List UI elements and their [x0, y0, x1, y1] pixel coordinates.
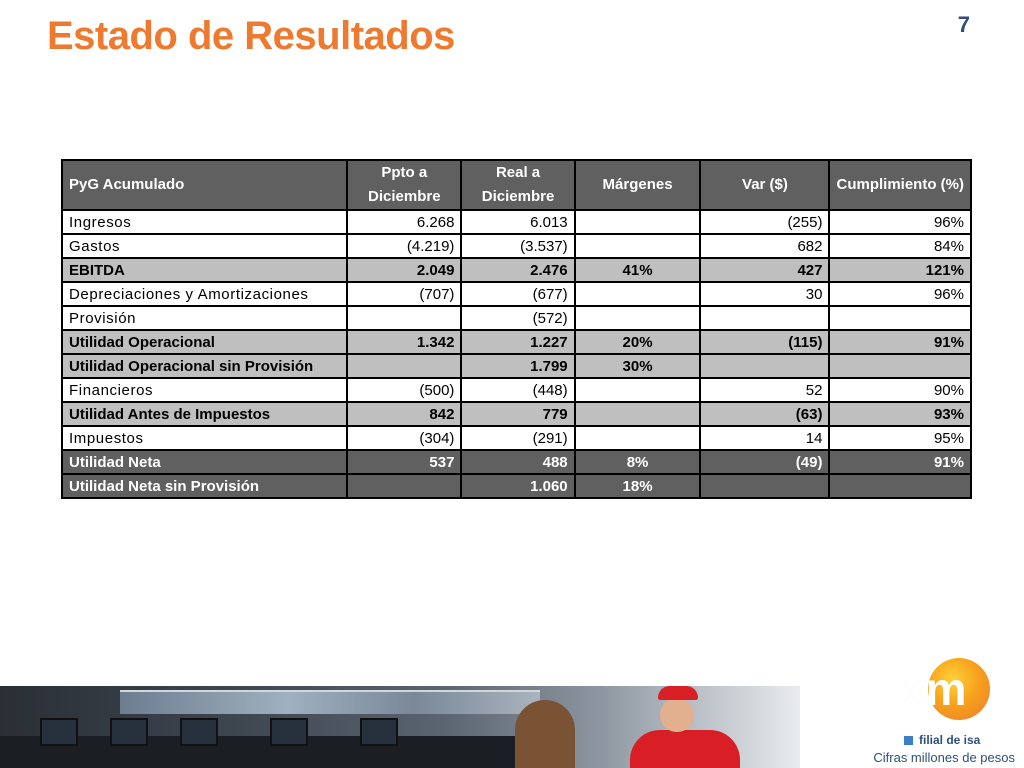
- person-face: [660, 698, 694, 732]
- row-real: 488: [461, 450, 574, 474]
- row-margin: [575, 282, 701, 306]
- row-real: 2.476: [461, 258, 574, 282]
- header-budget-line2: Diciembre: [368, 188, 441, 205]
- header-concept: PyG Acumulado: [62, 160, 347, 210]
- row-compliance: [829, 474, 971, 498]
- monitor: [180, 718, 218, 746]
- monitor: [360, 718, 398, 746]
- row-margin: [575, 378, 701, 402]
- header-variance: Var ($): [700, 160, 829, 210]
- header-compliance: Cumplimiento (%): [829, 160, 971, 210]
- tagline: [904, 733, 980, 747]
- table-row: [62, 330, 971, 354]
- row-label: EBITDA: [62, 258, 347, 282]
- table-row: [62, 306, 971, 330]
- row-label: Gastos: [62, 234, 347, 258]
- row-compliance: 95%: [829, 426, 971, 450]
- row-variance: (49): [700, 450, 829, 474]
- row-variance: 14: [700, 426, 829, 450]
- row-real: (448): [461, 378, 574, 402]
- row-margin: [575, 306, 701, 330]
- row-variance: 682: [700, 234, 829, 258]
- row-margin: 30%: [575, 354, 701, 378]
- row-budget: [347, 354, 461, 378]
- row-label: Depreciaciones y Amortizaciones: [62, 282, 347, 306]
- row-compliance: 91%: [829, 330, 971, 354]
- video-wall: [120, 690, 540, 714]
- row-real: (3.537): [461, 234, 574, 258]
- table-header-row: [62, 160, 971, 210]
- row-variance: (255): [700, 210, 829, 234]
- table-row: [62, 378, 971, 402]
- row-real: 1.060: [461, 474, 574, 498]
- row-label: Utilidad Antes de Impuestos: [62, 402, 347, 426]
- row-budget: (304): [347, 426, 461, 450]
- row-variance: 30: [700, 282, 829, 306]
- table-row: [62, 234, 971, 258]
- row-label: Ingresos: [62, 210, 347, 234]
- row-budget: 842: [347, 402, 461, 426]
- row-real: (677): [461, 282, 574, 306]
- row-budget: (707): [347, 282, 461, 306]
- row-label: Utilidad Operacional: [62, 330, 347, 354]
- row-budget: (500): [347, 378, 461, 402]
- xm-logo: [902, 658, 992, 728]
- control-room-photo: [0, 686, 800, 768]
- table-row: [62, 450, 971, 474]
- row-margin: [575, 426, 701, 450]
- row-compliance: [829, 354, 971, 378]
- row-real: 779: [461, 402, 574, 426]
- person-shirt: [630, 730, 740, 768]
- row-label: Provisión: [62, 306, 347, 330]
- row-budget: 6.268: [347, 210, 461, 234]
- monitor: [40, 718, 78, 746]
- row-budget: 1.342: [347, 330, 461, 354]
- operator-desk: [0, 736, 520, 768]
- row-real: (291): [461, 426, 574, 450]
- monitor: [270, 718, 308, 746]
- row-label: Financieros: [62, 378, 347, 402]
- row-variance: (63): [700, 402, 829, 426]
- row-label: Utilidad Neta sin Provisión: [62, 474, 347, 498]
- row-budget: 2.049: [347, 258, 461, 282]
- square-icon: [904, 736, 913, 745]
- logo-text: xm: [902, 663, 965, 715]
- row-real: (572): [461, 306, 574, 330]
- row-budget: 537: [347, 450, 461, 474]
- row-margin: 41%: [575, 258, 701, 282]
- tagline-text: filial de isa: [919, 733, 981, 747]
- row-compliance: 121%: [829, 258, 971, 282]
- row-margin: 8%: [575, 450, 701, 474]
- row-label: Impuestos: [62, 426, 347, 450]
- row-variance: 427: [700, 258, 829, 282]
- row-variance: 52: [700, 378, 829, 402]
- table-row: [62, 426, 971, 450]
- row-real: 1.227: [461, 330, 574, 354]
- row-margin: [575, 234, 701, 258]
- person-silhouette: [515, 700, 575, 768]
- table-row: [62, 258, 971, 282]
- page-number: 7: [957, 12, 970, 37]
- income-statement-table: [61, 159, 972, 499]
- row-compliance: 96%: [829, 210, 971, 234]
- row-budget: (4.219): [347, 234, 461, 258]
- header-budget-line1: Ppto a: [381, 164, 428, 181]
- row-margin: 20%: [575, 330, 701, 354]
- table-row: [62, 282, 971, 306]
- row-variance: (115): [700, 330, 829, 354]
- row-compliance: 84%: [829, 234, 971, 258]
- row-margin: [575, 210, 701, 234]
- currency-note: Cifras millones de pesos: [873, 750, 1015, 765]
- row-label: Utilidad Neta: [62, 450, 347, 474]
- row-compliance: 96%: [829, 282, 971, 306]
- row-real: 1.799: [461, 354, 574, 378]
- row-compliance: 90%: [829, 378, 971, 402]
- row-compliance: 93%: [829, 402, 971, 426]
- header-budget: [347, 160, 461, 210]
- row-variance: [700, 354, 829, 378]
- row-variance: [700, 474, 829, 498]
- table-row: [62, 474, 971, 498]
- row-budget: [347, 306, 461, 330]
- row-compliance: [829, 306, 971, 330]
- row-margin: [575, 402, 701, 426]
- row-compliance: 91%: [829, 450, 971, 474]
- header-real: [461, 160, 574, 210]
- row-margin: 18%: [575, 474, 701, 498]
- monitor: [110, 718, 148, 746]
- header-margins: Márgenes: [575, 160, 701, 210]
- row-real: 6.013: [461, 210, 574, 234]
- header-real-line1: Real a: [495, 164, 541, 181]
- row-budget: [347, 474, 461, 498]
- row-label: Utilidad Operacional sin Provisión: [62, 354, 347, 378]
- person-cap: [658, 686, 698, 700]
- table-row: [62, 210, 971, 234]
- header-real-line2: Diciembre: [481, 188, 555, 205]
- slide-title: Estado de Resultados: [47, 14, 455, 58]
- row-variance: [700, 306, 829, 330]
- table-row: [62, 354, 971, 378]
- table-row: [62, 402, 971, 426]
